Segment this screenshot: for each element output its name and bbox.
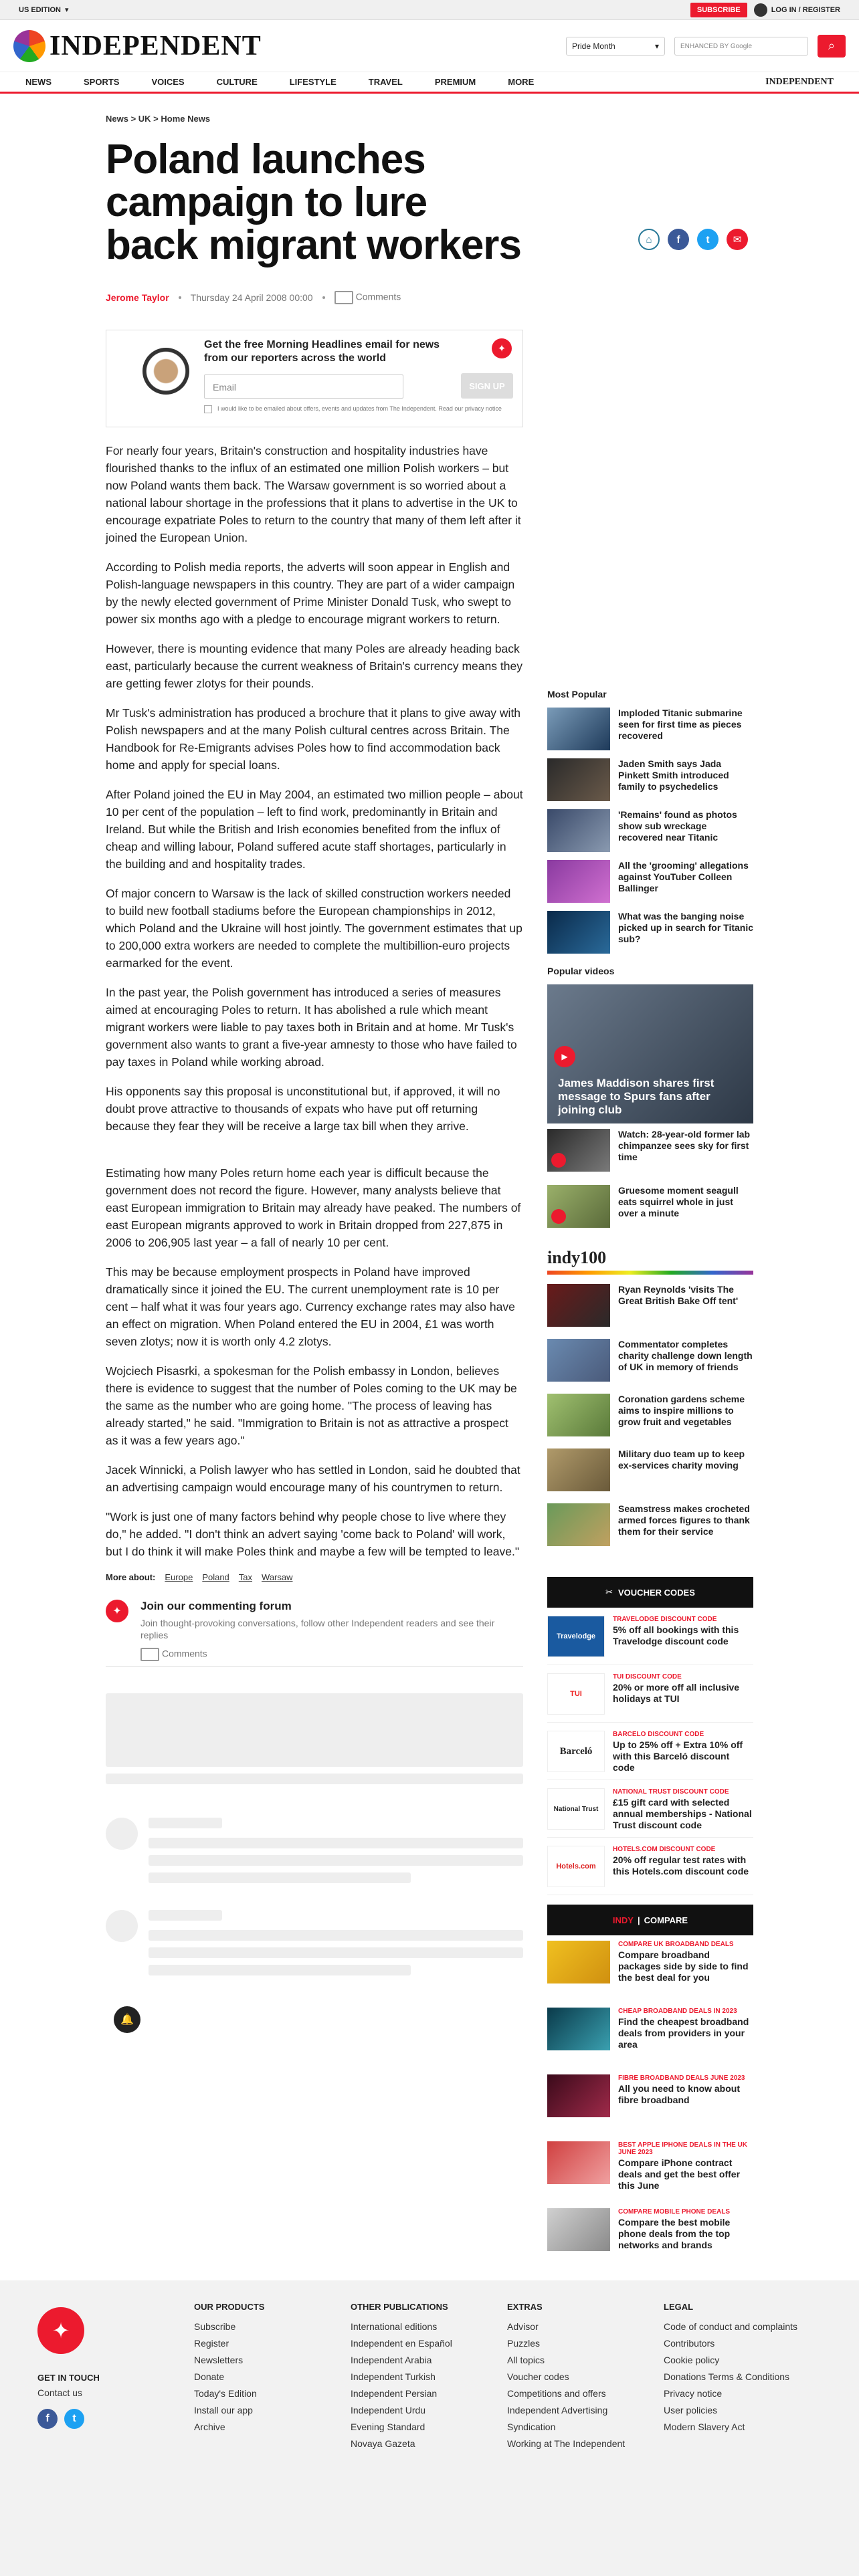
voucher-text: Up to 25% off + Extra 10% off with this Barceló discount code bbox=[613, 1739, 743, 1773]
more-about-label: More about: bbox=[106, 1572, 156, 1582]
comment-icon bbox=[335, 291, 353, 304]
article-thumbnail bbox=[547, 1503, 610, 1546]
forum-description: Join thought-provoking conversations, follow other Independent readers and see their replies bbox=[140, 1618, 495, 1640]
indy100-item[interactable] bbox=[547, 1394, 753, 1444]
item-title: Jaden Smith says Jada Pinkett Smith introduced family to psychedelics bbox=[618, 758, 729, 792]
forum-comments-label: Comments bbox=[162, 1648, 207, 1659]
edition-label: US EDITION bbox=[19, 5, 61, 14]
article-thumbnail bbox=[547, 1448, 610, 1491]
article-thumbnail bbox=[547, 1284, 610, 1327]
indy100-logo[interactable]: indy100 bbox=[547, 1248, 753, 1275]
get-in-touch-heading: GET IN TOUCH bbox=[37, 2373, 100, 2383]
top-strip bbox=[0, 0, 859, 20]
footer-link[interactable]: Independent Urdu bbox=[351, 2405, 426, 2416]
author-link[interactable]: Jerome Taylor bbox=[106, 292, 169, 303]
search-input[interactable]: ENHANCED BY Google bbox=[674, 37, 808, 56]
voucher-label: BARCELO DISCOUNT CODE bbox=[613, 1731, 704, 1738]
voucher-text: £15 gift card with selected annual memberships - National Trust discount code bbox=[613, 1797, 752, 1830]
sidebar bbox=[547, 689, 753, 2270]
voucher-label: HOTELS.COM DISCOUNT CODE bbox=[613, 1846, 716, 1853]
video-thumbnail bbox=[547, 1185, 610, 1228]
compare-label: FIBRE BROADBAND DEALS JUNE 2023 bbox=[618, 2074, 745, 2082]
footer-column-products bbox=[194, 2302, 264, 2436]
article-thumbnail bbox=[547, 1394, 610, 1436]
item-title: Ryan Reynolds 'visits The Great British Bake Off tent' bbox=[618, 1284, 739, 1306]
article-thumbnail bbox=[547, 1339, 610, 1382]
skeleton-line bbox=[149, 1872, 411, 1883]
compare-item[interactable] bbox=[547, 2208, 753, 2270]
compare-text: Compare the best mobile phone deals from the top networks and brands bbox=[618, 2217, 731, 2250]
eagle-logo-icon[interactable]: ✦ bbox=[37, 2307, 84, 2354]
skeleton-avatar bbox=[106, 1910, 138, 1942]
nav-item-news[interactable]: NEWS bbox=[25, 77, 52, 87]
compare-label: COMPARE UK BROADBAND DEALS bbox=[618, 1941, 734, 1948]
edition-selector[interactable] bbox=[19, 5, 68, 14]
comment-icon bbox=[140, 1648, 159, 1661]
voucher-item[interactable] bbox=[547, 1723, 753, 1780]
most-popular-title: Most Popular bbox=[547, 689, 607, 700]
compare-item[interactable] bbox=[547, 2141, 753, 2203]
indy100-item[interactable] bbox=[547, 1339, 753, 1390]
indy100-item[interactable] bbox=[547, 1284, 753, 1335]
skeleton-avatar bbox=[106, 1818, 138, 1850]
skeleton-comment bbox=[106, 1818, 523, 1883]
item-title: Seamstress makes crocheted armed forces figures to thank them for their service bbox=[618, 1503, 750, 1537]
compare-item[interactable] bbox=[547, 2008, 753, 2069]
video-hero-title: James Maddison shares first message to Spurs fans after joining club bbox=[558, 1077, 714, 1116]
twitter-icon[interactable]: t bbox=[64, 2409, 84, 2429]
user-icon bbox=[754, 3, 767, 17]
skeleton-line bbox=[149, 1855, 523, 1866]
paragraph: Wojciech Pisasrki, a spokesman for the Polish embassy in London, believes there is evidence to suggest that the number of Poles coming to the UK may be the same as the number who are going home. "The process of leaving has already started," he said. "Immigration to Britain is not as attractive a prospect as it was a few years ago." bbox=[106, 1364, 517, 1447]
skeleton-line bbox=[149, 1965, 411, 1975]
tag-link[interactable]: Poland bbox=[202, 1572, 229, 1582]
share-bar bbox=[638, 229, 748, 250]
consent-text: I would like to be emailed about offers, events and updates from The Independent. Read our privacy notice bbox=[217, 405, 502, 412]
video-hero[interactable] bbox=[547, 984, 753, 1123]
article-thumbnail bbox=[547, 809, 610, 852]
skeleton-line bbox=[149, 1818, 222, 1828]
nav-item-more[interactable]: MORE bbox=[508, 77, 535, 87]
social-links bbox=[37, 2409, 84, 2429]
forum-comments-link[interactable] bbox=[140, 1648, 207, 1661]
comments-loading bbox=[106, 1693, 523, 2033]
footer-link[interactable]: Install our app bbox=[194, 2405, 253, 2416]
compare-text: All you need to know about fibre broadband bbox=[618, 2083, 740, 2105]
article bbox=[106, 114, 523, 2033]
paragraph: Mr Tusk's administration has produced a brochure that it plans to give away with Polish newspapers and at the many Polish cultural centres across Britain. The Handbook for Re-Emigrants advises Poles how to find accommodation back home and apply for special loans. bbox=[106, 706, 521, 772]
separator-dot bbox=[322, 296, 325, 299]
footer-link[interactable]: Register bbox=[194, 2338, 229, 2349]
most-popular-item[interactable] bbox=[547, 911, 753, 958]
eagle-icon: ✦ bbox=[492, 338, 512, 358]
voucher-item[interactable] bbox=[547, 1665, 753, 1723]
skeleton-line bbox=[106, 1774, 523, 1784]
pride-month-select[interactable] bbox=[566, 37, 665, 56]
footer-column-title: OUR PRODUCTS bbox=[194, 2302, 265, 2312]
tag-link[interactable]: Tax bbox=[238, 1572, 253, 1582]
compare-text: Find the cheapest broadband deals from providers in your area bbox=[618, 2016, 749, 2050]
voucher-item[interactable] bbox=[547, 1608, 753, 1665]
paragraph: "Work is just one of many factors behind why people chose to live where they do," he added. "I don't think an advert saying 'come back to Poland' will work, but I do think it will make Poles think and maybe a few will be tempted to leave." bbox=[106, 1510, 520, 1558]
skeleton-line bbox=[149, 1930, 523, 1941]
site-header bbox=[0, 20, 859, 72]
footer-link[interactable]: Independent Persian bbox=[351, 2388, 438, 2399]
voucher-codes-header[interactable] bbox=[547, 1577, 753, 1608]
notification-bell-icon[interactable]: 🔔 bbox=[114, 2006, 140, 2033]
footer-link[interactable]: Cookie policy bbox=[664, 2355, 720, 2365]
footer-link[interactable]: Voucher codes bbox=[507, 2371, 569, 2382]
article-thumbnail bbox=[547, 2208, 610, 2251]
footer-column-legal bbox=[664, 2302, 797, 2436]
voucher-logo: Barceló bbox=[547, 1731, 605, 1772]
footer-link[interactable]: Today's Edition bbox=[194, 2388, 257, 2399]
search-button[interactable] bbox=[818, 35, 846, 58]
voucher-text: 20% off regular test rates with this Hotels.com discount code bbox=[613, 1854, 749, 1876]
bookmark-icon[interactable]: ⌂ bbox=[638, 229, 660, 250]
paragraph: Estimating how many Poles return home each year is difficult because the government does not record the figure. However, many analysts believe that east European immigration to Britain may already have peaked. The numbers of east European migrants approved to work in Britain dropped from 227,875 in 2006 to 206,905 last year – a fall of nearly 10 per cent. bbox=[106, 1166, 521, 1249]
email-icon[interactable]: ✉ bbox=[727, 229, 748, 250]
article-thumbnail bbox=[547, 1941, 610, 1983]
coffee-cup-icon bbox=[142, 348, 189, 395]
item-title: Commentator completes charity challenge down length of UK in memory of friends bbox=[618, 1339, 753, 1372]
site-footer bbox=[0, 2280, 859, 2576]
item-title: Watch: 28-year-old former lab chimpanzee sees sky for first time bbox=[618, 1129, 751, 1162]
compare-text: Compare broadband packages side by side to find the best deal for you bbox=[618, 1949, 749, 1983]
paragraph: However, there is mounting evidence that many Poles are already heading back east, particularly because the current weakness of Britain's currency means they are getting fewer zlotys for their pounds. bbox=[106, 642, 522, 690]
nav-item-premium[interactable]: PREMIUM bbox=[434, 77, 476, 87]
forum-title[interactable]: Join our commenting forum bbox=[140, 1600, 292, 1612]
tag-link[interactable]: Warsaw bbox=[262, 1572, 293, 1582]
item-title: All the 'grooming' allegations against YouTuber Colleen Ballinger bbox=[618, 860, 749, 893]
newsletter-signup bbox=[106, 330, 523, 427]
footer-link[interactable]: Novaya Gazeta bbox=[351, 2438, 415, 2449]
more-about bbox=[106, 1572, 523, 1582]
indy100-item[interactable] bbox=[547, 1503, 753, 1554]
footer-link[interactable]: Independent Advertising bbox=[507, 2405, 608, 2416]
voucher-text: 20% or more off all inclusive holidays at TUI bbox=[613, 1682, 740, 1704]
comment-forum bbox=[106, 1597, 523, 1667]
voucher-label: NATIONAL TRUST DISCOUNT CODE bbox=[613, 1788, 729, 1796]
paragraph: Of major concern to Warsaw is the lack of skilled construction workers needed to build new football stadiums before the European championships in 2012, which Poland and the Ukraine will host jointly. The government estimates that up to 200,000 extra workers are needed to complete the multibillion-euro projects earmarked for the event. bbox=[106, 887, 522, 970]
compare-label: COMPARE MOBILE PHONE DEALS bbox=[618, 2208, 731, 2216]
footer-column-publications bbox=[351, 2302, 452, 2452]
footer-link[interactable]: Modern Slavery Act bbox=[664, 2422, 745, 2432]
play-icon: ▶ bbox=[554, 1046, 575, 1067]
chevron-down-icon: ▾ bbox=[654, 41, 659, 51]
byline bbox=[106, 291, 523, 304]
footer-column-extras bbox=[507, 2302, 625, 2452]
most-popular-item[interactable] bbox=[547, 758, 753, 805]
paragraph: For nearly four years, Britain's construction and hospitality industries have flourished thanks to the influx of an estimated one million Polish workers – but now Poland wants them back. The Warsaw government is so worried about a national labour shortage in the professions that it plans to advertise in the UK to encourage expatriate Poles to return to the country that many of them left after it joined the European Union. bbox=[106, 444, 521, 544]
item-title: 'Remains' found as photos show sub wreckage recovered near Titanic bbox=[618, 809, 737, 843]
footer-link[interactable]: Independent en Español bbox=[351, 2338, 452, 2349]
paragraph: His opponents say this proposal is unconstitutional but, if approved, it will no doubt prove attractive to thousands of expats who have put off returning because they fear they will be receive a large tax bill when they arrive. bbox=[106, 1085, 500, 1133]
play-icon bbox=[551, 1153, 566, 1168]
eagle-icon: ✦ bbox=[106, 1600, 128, 1622]
skeleton-comment bbox=[106, 1910, 523, 1975]
eagle-logo-icon[interactable] bbox=[13, 30, 45, 62]
skeleton-block bbox=[106, 1693, 523, 1767]
item-title: Coronation gardens scheme aims to inspire millions to grow fruit and vegetables bbox=[618, 1394, 745, 1427]
item-title: Gruesome moment seagull eats squirrel whole in just over a minute bbox=[618, 1185, 739, 1218]
publish-date: Thursday 24 April 2008 00:00 bbox=[190, 292, 313, 303]
facebook-icon[interactable]: f bbox=[668, 229, 689, 250]
footer-link[interactable]: International editions bbox=[351, 2321, 438, 2332]
item-title: Imploded Titanic submarine seen for first time as pieces recovered bbox=[618, 708, 743, 741]
nav-item-culture[interactable]: CULTURE bbox=[216, 77, 258, 87]
skeleton-line bbox=[149, 1838, 523, 1848]
footer-column-title: OTHER PUBLICATIONS bbox=[351, 2302, 448, 2312]
compare-text: Compare iPhone contract deals and get the best offer this June bbox=[618, 2157, 741, 2191]
voucher-logo: National Trust bbox=[547, 1788, 605, 1830]
email-field[interactable]: Email bbox=[204, 374, 403, 399]
compare-item[interactable] bbox=[547, 1941, 753, 2002]
voucher-text: 5% off all bookings with this Travelodge discount code bbox=[613, 1624, 739, 1646]
paragraph: After Poland joined the EU in May 2004, an estimated two million people – about 10 per cent of the population – left to find work, predominantly in Britain and Ireland. But while the British and Irish economies benefited from the influx of cheap and willing labour, Poland suffered acute staff shortages, particularly in the building and and hospitality trades. bbox=[106, 788, 523, 871]
footer-column-title: LEGAL bbox=[664, 2302, 694, 2312]
breadcrumb[interactable]: News > UK > Home News bbox=[106, 114, 211, 124]
nav-item-sports[interactable]: SPORTS bbox=[84, 77, 120, 87]
indy100-item[interactable] bbox=[547, 1448, 753, 1499]
skeleton-line bbox=[149, 1947, 523, 1958]
contact-us-link[interactable]: Contact us bbox=[37, 2387, 82, 2398]
indy-compare-header[interactable]: INDY | COMPARE bbox=[547, 1905, 753, 1935]
voucher-logo: Hotels.com bbox=[547, 1846, 605, 1887]
skeleton-line bbox=[149, 1910, 222, 1921]
footer-column-title: EXTRAS bbox=[507, 2302, 543, 2312]
video-item[interactable] bbox=[547, 1129, 753, 1180]
footer-link[interactable]: Independent Arabia bbox=[351, 2355, 432, 2365]
voucher-item[interactable] bbox=[547, 1780, 753, 1838]
footer-link[interactable]: Working at The Independent bbox=[507, 2438, 626, 2449]
compare-label: CHEAP BROADBAND DEALS IN 2023 bbox=[618, 2008, 737, 2015]
paragraph: According to Polish media reports, the adverts will soon appear in English and Polish-language newspapers in this country. They are part of a wider campaign by the newly elected government of Prime Minister Donald Tusk, who swept to power six months ago with a pledge to encourage migrant workers to return. bbox=[106, 560, 515, 626]
article-thumbnail bbox=[547, 860, 610, 903]
subscribe-button[interactable]: SUBSCRIBE bbox=[690, 3, 747, 17]
main-nav bbox=[0, 72, 859, 94]
paragraph: Jacek Winnicki, a Polish lawyer who has settled in London, said he doubted that an advertising campaign would encourage many of his countrymen to return. bbox=[106, 1463, 520, 1494]
twitter-icon[interactable]: t bbox=[697, 229, 719, 250]
voucher-item[interactable] bbox=[547, 1838, 753, 1895]
footer-link[interactable]: Syndication bbox=[507, 2422, 556, 2432]
nav-item-travel[interactable]: TRAVEL bbox=[368, 77, 403, 87]
most-popular-item[interactable] bbox=[547, 860, 753, 907]
consent-checkbox[interactable] bbox=[204, 405, 212, 413]
compare-label: BEST APPLE IPHONE DEALS IN THE UK JUNE 2023 bbox=[618, 2141, 747, 2156]
footer-link[interactable]: Privacy notice bbox=[664, 2388, 723, 2399]
popular-videos-title: Popular videos bbox=[547, 966, 615, 976]
video-item[interactable] bbox=[547, 1185, 753, 1236]
article-thumbnail bbox=[547, 2008, 610, 2050]
newsletter-title: Get the free Morning Headlines email for news from our reporters across the world bbox=[204, 339, 440, 364]
footer-link[interactable]: Puzzles bbox=[507, 2338, 541, 2349]
voucher-logo: Travelodge bbox=[547, 1616, 605, 1657]
footer-link[interactable]: Independent Turkish bbox=[351, 2371, 436, 2382]
footer-link[interactable]: Newsletters bbox=[194, 2355, 244, 2365]
footer-link[interactable]: User policies bbox=[664, 2405, 718, 2416]
search-icon: ⌕ bbox=[828, 39, 836, 52]
footer-link[interactable]: All topics bbox=[507, 2355, 545, 2365]
scissors-icon: ✂ bbox=[605, 1587, 613, 1597]
site-logo[interactable]: INDEPENDENT bbox=[50, 30, 262, 62]
pride-select-value: Pride Month bbox=[572, 41, 615, 51]
footer-link[interactable]: Donate bbox=[194, 2371, 225, 2382]
footer-link[interactable]: Subscribe bbox=[194, 2321, 236, 2332]
play-icon bbox=[551, 1209, 566, 1224]
article-thumbnail bbox=[547, 911, 610, 954]
voucher-label: TRAVELODGE DISCOUNT CODE bbox=[613, 1616, 717, 1623]
article-headline: Poland launches campaign to lure back migrant workers bbox=[106, 136, 521, 268]
comments-link[interactable] bbox=[335, 291, 401, 304]
item-title: Military duo team up to keep ex-services charity moving bbox=[618, 1448, 745, 1471]
compare-title-left: INDY bbox=[612, 1915, 634, 1925]
paragraph: This may be because employment prospects in Poland have improved dramatically since it joined the EU. The current unemployment rate is 10 per cent – half what it was four years ago. Currency exchange rates may also have an effect on migration. When Poland entered the EU in 2004, £1 was worth seven zlotys; now it is worth only 4.2 zlotys. bbox=[106, 1265, 515, 1348]
compare-item[interactable] bbox=[547, 2074, 753, 2136]
compare-title-right: COMPARE bbox=[644, 1915, 688, 1925]
most-popular-item[interactable] bbox=[547, 708, 753, 754]
voucher-label: TUI DISCOUNT CODE bbox=[613, 1673, 682, 1681]
comments-label: Comments bbox=[355, 291, 401, 302]
footer-link[interactable]: Advisor bbox=[507, 2321, 539, 2332]
article-thumbnail bbox=[547, 758, 610, 801]
chevron-down-icon: ▾ bbox=[64, 6, 69, 14]
footer-link[interactable]: Archive bbox=[194, 2422, 225, 2432]
paragraph: In the past year, the Polish government has introduced a series of measures aimed at encouraging Poles to return. It has abolished a rule which meant migrant workers were liable to pay taxes both in Britain and at home. Mr Tusk's government also wants to grant a five-year amnesty to those who have failed to pay taxes in Poland while working abroad. bbox=[106, 986, 517, 1069]
article-thumbnail bbox=[547, 2141, 610, 2184]
facebook-icon[interactable]: f bbox=[37, 2409, 58, 2429]
nav-brand[interactable]: INDEPENDENT bbox=[765, 76, 834, 87]
footer-link[interactable]: Evening Standard bbox=[351, 2422, 425, 2432]
article-body bbox=[106, 442, 523, 1560]
most-popular-item[interactable] bbox=[547, 809, 753, 856]
item-title: What was the banging noise picked up in search for Titanic sub? bbox=[618, 911, 754, 944]
nav-item-lifestyle[interactable]: LIFESTYLE bbox=[289, 77, 337, 87]
footer-link[interactable]: Contributors bbox=[664, 2338, 715, 2349]
article-thumbnail bbox=[547, 708, 610, 750]
separator-dot bbox=[179, 296, 181, 299]
signup-button[interactable]: SIGN UP bbox=[461, 373, 513, 399]
footer-link[interactable]: Competitions and offers bbox=[507, 2388, 606, 2399]
article-thumbnail bbox=[547, 2074, 610, 2117]
footer-link[interactable]: Code of conduct and complaints bbox=[664, 2321, 798, 2332]
voucher-title: VOUCHER CODES bbox=[618, 1587, 695, 1598]
video-thumbnail bbox=[547, 1129, 610, 1172]
nav-item-voices[interactable]: VOICES bbox=[151, 77, 185, 87]
login-link[interactable] bbox=[754, 3, 840, 17]
footer-link[interactable]: Donations Terms & Conditions bbox=[664, 2371, 790, 2382]
login-label: LOG IN / REGISTER bbox=[771, 5, 840, 14]
voucher-logo: TUI bbox=[547, 1673, 605, 1715]
tag-link[interactable]: Europe bbox=[165, 1572, 193, 1582]
